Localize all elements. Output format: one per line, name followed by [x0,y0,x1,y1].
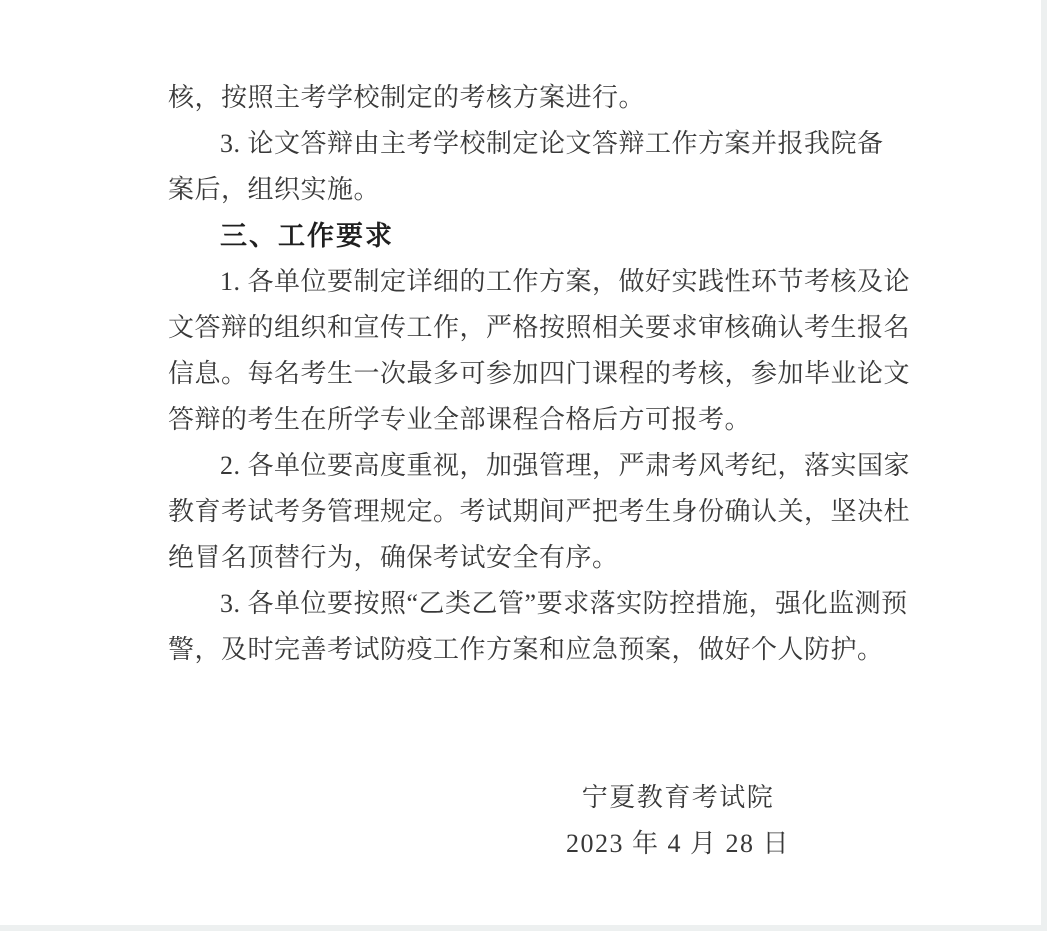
text-line: 3. 论文答辩由主考学校制定论文答辩工作方案并报我院备 [220,129,884,158]
text-line: 教育考试考务管理规定。考试期间严把考生身份确认关，坚决杜 [168,497,911,526]
text-line: 2. 各单位要高度重视，加强管理，严肃考风考纪，落实国家 [220,451,911,480]
text-line: 答辩的考生在所学专业全部课程合格后方可报考。 [168,405,752,434]
document-body [168,75,934,673]
text-line: 警，及时完善考试防疫工作方案和应急预案，做好个人防护。 [168,635,884,664]
signature-block [532,775,824,867]
text-line: 绝冒名顶替行为，确保考试安全有序。 [168,543,619,572]
text-line: 信息。每名考生一次最多可参加四门课程的考核，参加毕业论文 [168,359,911,388]
text-line: 案后，组织实施。 [168,175,381,204]
text-line: 3. 各单位要按照“乙类乙管”要求落实防控措施，强化监测预 [220,589,908,618]
signature-org: 宁夏教育考试院 [581,783,775,812]
text-line: 核，按照主考学校制定的考核方案进行。 [168,83,646,112]
text-line: 文答辩的组织和宣传工作，严格按照相关要求审核确认考生报名 [168,313,911,342]
section-heading: 三、工作要求 [220,221,394,251]
text-line: 1. 各单位要制定详细的工作方案，做好实践性环节考核及论 [220,267,911,296]
signature-date: 2023 年 4 月 28 日 [565,829,790,858]
